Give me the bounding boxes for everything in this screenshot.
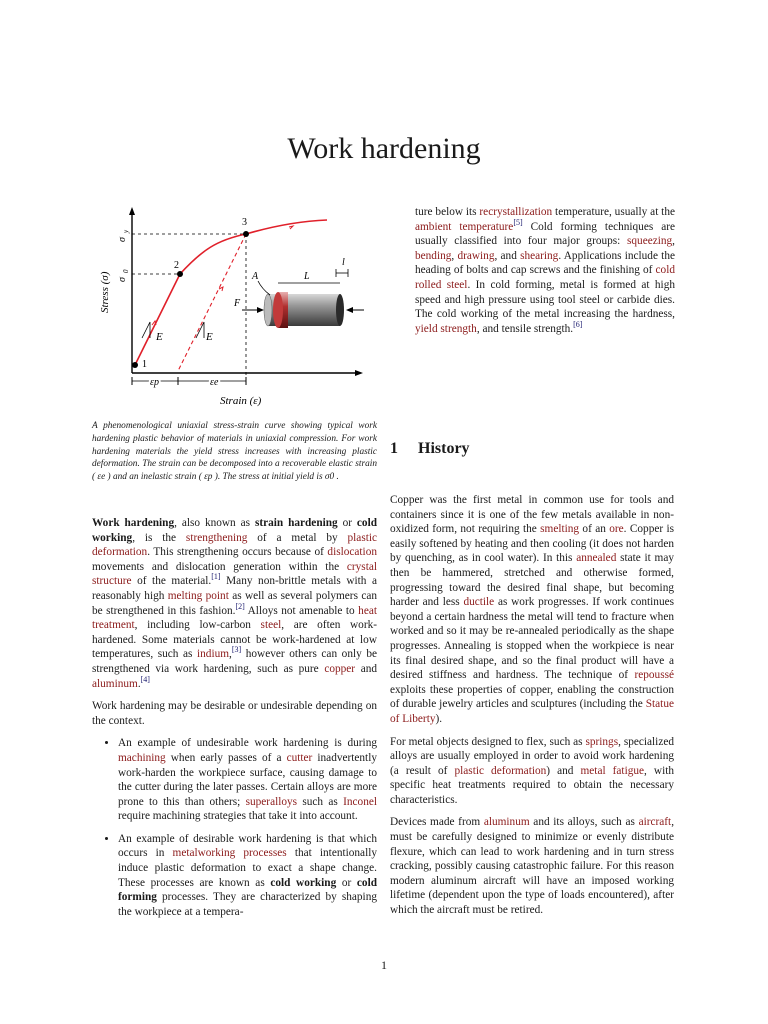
point-1	[132, 362, 138, 368]
section-heading-history: 1 History	[390, 440, 470, 457]
link-dislocation[interactable]: dislocation	[327, 546, 377, 559]
link-repousse[interactable]: repoussé	[634, 669, 674, 682]
svg-text:0: 0	[122, 269, 130, 273]
link-metalworking-processes[interactable]: metalworking processes	[172, 847, 287, 860]
link-springs[interactable]: springs	[585, 735, 619, 748]
link-inconel[interactable]: Inconel	[343, 795, 377, 808]
svg-text:L: L	[304, 271, 310, 282]
right-column	[390, 493, 674, 926]
svg-text:E: E	[206, 331, 213, 343]
history-paragraph-1: Copper was the first metal in common use for tools and containers since it is one of the few metals available in non-oxidized form, not requiring the smelting of an ore. Copper is easily softened by heating and then cooling (it does not harden by quenching, as in cool water). In this annealed state it may then be hammered, stretched and otherwise formed, progressing toward the desired final shape, but becoming harder and less ductile as work progresses. If work continues beyond a certain hardness the metal will tend to fracture when worked and so it may be re-annealed periodically as the shape progresses. Annealing is stopped when the workpiece is near its final desired shape, and so the final product will have a desired stiffness and hardness. The technique of repoussé exploits these properties of copper, enabling the construction of durable jewelry articles and sculptures (including the Statue of Liberty).	[390, 494, 675, 725]
svg-text:F: F	[234, 298, 241, 309]
link-ductile[interactable]: ductile	[463, 596, 495, 609]
link-indium[interactable]: indium	[197, 648, 230, 661]
ref-5[interactable]: [5]	[513, 217, 523, 227]
examples-list	[92, 736, 377, 919]
stress-strain-curve	[135, 220, 327, 365]
link-cutter[interactable]: cutter	[286, 751, 313, 764]
link-shearing[interactable]: shearing	[520, 249, 559, 262]
link-smelting[interactable]: smelting	[540, 523, 580, 536]
link-strengthening[interactable]: strengthening	[185, 531, 248, 544]
link-melting-point[interactable]: melting point	[167, 589, 229, 602]
point-3	[243, 231, 249, 237]
svg-text:y: y	[122, 229, 130, 233]
left-column	[92, 516, 377, 927]
list-item: • An example of undesirable work hardening is during machining when early passes of a cutter inadvertently work-harden the workpiece surface, causing damage to the cutter during the later passes. Certain alloys are more prone to this than others; superalloys such as Inconel require machining strategies that take it into account.	[118, 736, 377, 824]
svg-text:1: 1	[142, 359, 147, 370]
link-ore[interactable]: ore	[609, 523, 624, 536]
link-crystal-structure[interactable]: crystal structure	[92, 560, 377, 588]
link-squeezing[interactable]: squeezing	[627, 235, 673, 248]
link-superalloys[interactable]: superalloys	[245, 795, 298, 808]
link-drawing[interactable]: drawing	[457, 249, 495, 262]
link-ambient-temperature[interactable]: ambient temperature	[415, 220, 514, 233]
link-bending[interactable]: bending	[415, 249, 452, 262]
svg-text:A: A	[252, 271, 259, 282]
svg-text:E: E	[156, 331, 163, 343]
link-yield-strength[interactable]: yield strength	[415, 322, 477, 335]
x-axis-label: Strain (ε)	[220, 395, 262, 407]
page-number: 1	[381, 958, 387, 972]
link-metal-fatigue[interactable]: metal fatigue	[580, 764, 645, 777]
svg-text:σ: σ	[117, 277, 128, 282]
top-right-paragraph: ture below its recrystallization temperature, usually at the ambient temperature[5] Cold forming techniques are usually classified into four major groups: squeezing, bending, drawing, and shearing. Applications include the heading of bolts and cap screws and the finishing of cold rolled steel. In cold forming, metal is formed at high speed and high pressure using tool steel or carbide dies. The cold working of the metal increasing the hardness, yield strength, and tensile strength.[6]	[415, 206, 676, 335]
link-aluminum[interactable]: aluminum	[92, 677, 138, 690]
link-plastic-deformation-2[interactable]: plastic deformation	[454, 764, 547, 777]
link-aluminum-2[interactable]: aluminum	[483, 816, 530, 829]
link-plastic-deformation[interactable]: plastic deformation	[92, 531, 378, 559]
page-title: Work hardening	[287, 132, 481, 166]
svg-text:3: 3	[242, 217, 247, 228]
ref-1[interactable]: [1]	[211, 572, 221, 582]
link-recrystallization[interactable]: recrystallization	[479, 206, 553, 218]
list-item: • An example of desirable work hardening is that which occurs in metalworking processes that intentionally induce plastic deformation to exact a shape change. These processes are known as cold working or cold forming processes. They are characterized by shaping the workpiece at a tempera-	[118, 832, 377, 920]
figure-caption: A phenomenological uniaxial stress-strain curve showing typical work hardening plastic behavior of materials in uniaxial compression. For work hardening materials the yield stress increases with increasing plastic deformation. The strain can be decomposed into a recoverable elastic strain ( εe ) and an inelastic strain ( εp ). The stress at initial yield is σ0 .	[92, 421, 377, 483]
history-paragraph-2: For metal objects designed to flex, such as springs, specialized alloys are usually employed in order to avoid work hardening (a result of plastic deformation) and metal fatigue, with specific heat treatments required to obtain the necessary characteristics.	[390, 735, 675, 806]
svg-text:σ: σ	[117, 237, 128, 242]
link-annealed[interactable]: annealed	[576, 552, 617, 565]
link-cold-rolled-steel[interactable]: cold rolled steel	[415, 264, 675, 291]
history-paragraph-3: Devices made from aluminum and its alloys, such as aircraft, must be carefully designed to minimize or evenly distribute flexure, which can lead to work hardening and in turn stress cracking, possibly causing catastrophic failure. For this reason modern aluminum aircraft will have an imposed working lifetime (dependent upon the type of loads encountered), after which the aircraft must be retired.	[390, 816, 675, 917]
link-statue-of-liberty[interactable]: Statue of Liberty	[390, 698, 674, 725]
ref-3[interactable]: [3]	[231, 645, 242, 655]
context-paragraph: Work hardening may be desirable or undesirable depending on the context.	[92, 700, 377, 727]
link-aircraft[interactable]: aircraft	[638, 816, 672, 829]
link-heat-treatment[interactable]: heat treatment	[92, 604, 377, 632]
point-2	[177, 271, 183, 277]
link-copper[interactable]: copper	[324, 662, 356, 675]
svg-text:εe: εe	[210, 377, 219, 388]
stress-strain-figure	[92, 205, 382, 415]
ref-6[interactable]: [6]	[573, 319, 583, 329]
svg-text:2: 2	[174, 260, 179, 271]
ref-4[interactable]: [4]	[140, 674, 150, 684]
svg-text:εp: εp	[150, 377, 159, 388]
y-axis-label: Stress (σ)	[99, 271, 111, 313]
intro-paragraph: Work hardening, also known as strain hardening or cold working, is the strengthening of a metal by plastic deformation. This strengthening occurs because of dislocation movements and dislocation generation within the crystal structure of the material.[1] Many non-brittle metals with a reasonably high melting point as well as several polymers can be strengthened in this fashion.[2] Alloys not amenable to heat treatment, including low-carbon steel, are often work-hardened. Some materials cannot be work-hardened at low temperatures, such as indium,[3] however others can only be strengthened via work hardening, such as pure copper and aluminum.[4]	[92, 517, 378, 690]
link-machining[interactable]: machining	[118, 751, 166, 764]
link-steel[interactable]: steel	[260, 619, 282, 632]
svg-text:l: l	[342, 257, 345, 268]
ref-2[interactable]: [2]	[235, 601, 245, 611]
